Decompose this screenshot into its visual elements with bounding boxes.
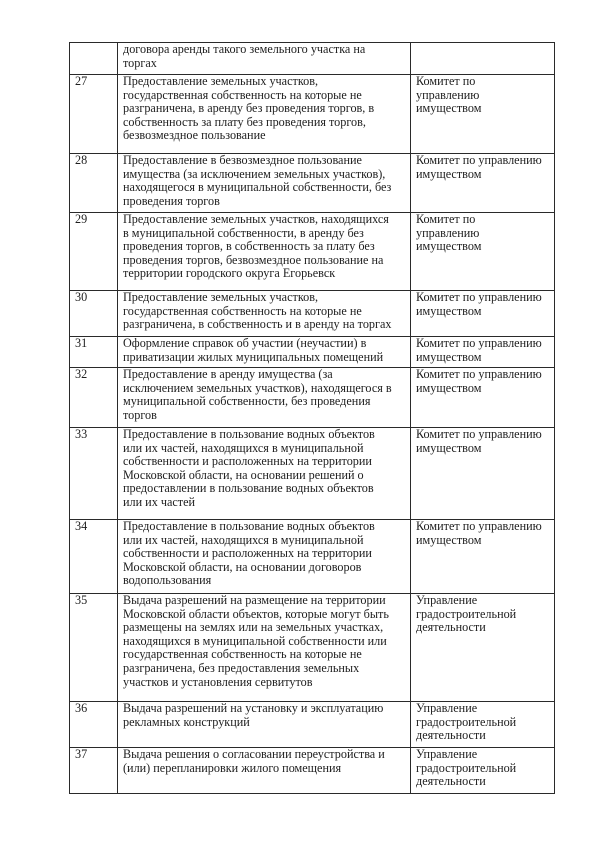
row-number: 36 bbox=[70, 702, 118, 748]
table-row bbox=[70, 337, 555, 368]
service-name: Предоставление земельных участков, находящихся в муниципальной собственности, в аренду без проведения торгов, в собственность за плату без проведения торгов, безвозмездное пользование на территории городского округа Егорьевск bbox=[118, 213, 411, 291]
services-table bbox=[69, 42, 555, 794]
row-number: 35 bbox=[70, 594, 118, 702]
responsible-department: Комитет по управлению имуществом bbox=[411, 520, 555, 594]
responsible-department: Комитет по управлению имуществом bbox=[411, 154, 555, 213]
responsible-department: Комитет по управлению имуществом bbox=[411, 428, 555, 520]
row-number bbox=[70, 43, 118, 75]
responsible-department: Управление градостроительной деятельности bbox=[411, 594, 555, 702]
row-number: 31 bbox=[70, 337, 118, 368]
row-number: 28 bbox=[70, 154, 118, 213]
responsible-department: Комитет по управлению имуществом bbox=[411, 368, 555, 428]
table-row bbox=[70, 428, 555, 520]
service-name: Выдача разрешений на установку и эксплуатацию рекламных конструкций bbox=[118, 702, 411, 748]
service-name: Предоставление земельных участков, государственная собственность на которые не разграничена, в собственность и в аренду на торгах bbox=[118, 291, 411, 337]
row-number: 37 bbox=[70, 748, 118, 794]
table-row bbox=[70, 368, 555, 428]
service-name: Предоставление земельных участков, государственная собственность на которые не разграничена, в аренду без проведения торгов, в собственность за плату без проведения торгов, безвозмездное пользование bbox=[118, 75, 411, 154]
responsible-department: Управление градостроительной деятельности bbox=[411, 702, 555, 748]
row-number: 32 bbox=[70, 368, 118, 428]
responsible-department: Комитет по управлению имуществом bbox=[411, 337, 555, 368]
service-name: договора аренды такого земельного участка на торгах bbox=[118, 43, 411, 75]
table-row bbox=[70, 520, 555, 594]
table-row bbox=[70, 594, 555, 702]
service-name: Выдача разрешений на размещение на территории Московской области объектов, которые могут быть размещены на землях или на земельных участках, находящихся в муниципальной собственности или государственная собственность на которые не разграничена, без предоставления земельных участков и установления сервитутов bbox=[118, 594, 411, 702]
table-row bbox=[70, 75, 555, 154]
row-number: 29 bbox=[70, 213, 118, 291]
service-name: Оформление справок об участии (неучастии) в приватизации жилых муниципальных помещений bbox=[118, 337, 411, 368]
service-name: Предоставление в пользование водных объектов или их частей, находящихся в муниципальной собственности и расположенных на территории Московской области, на основании решений о предоставлении в пользование водных объектов или их частей bbox=[118, 428, 411, 520]
table-row bbox=[70, 154, 555, 213]
service-name: Выдача решения о согласовании переустройства и (или) перепланировки жилого помещения bbox=[118, 748, 411, 794]
row-number: 33 bbox=[70, 428, 118, 520]
service-name: Предоставление в пользование водных объектов или их частей, находящихся в муниципальной собственности и расположенных на территории Московской области, на основании договоров водопользования bbox=[118, 520, 411, 594]
table-row bbox=[70, 291, 555, 337]
row-number: 34 bbox=[70, 520, 118, 594]
table-row bbox=[70, 213, 555, 291]
service-name: Предоставление в безвозмездное пользование имущества (за исключением земельных участков), находящегося в муниципальной собственности, без проведения торгов bbox=[118, 154, 411, 213]
responsible-department: Комитет по управлению имуществом bbox=[411, 213, 555, 291]
table-row bbox=[70, 748, 555, 794]
responsible-department: Комитет по управлению имуществом bbox=[411, 291, 555, 337]
responsible-department: Комитет по управлению имуществом bbox=[411, 75, 555, 154]
row-number: 30 bbox=[70, 291, 118, 337]
responsible-department: Управление градостроительной деятельности bbox=[411, 748, 555, 794]
row-number: 27 bbox=[70, 75, 118, 154]
responsible-department bbox=[411, 43, 555, 75]
table-row bbox=[70, 43, 555, 75]
table-row bbox=[70, 702, 555, 748]
service-name: Предоставление в аренду имущества (за исключением земельных участков), находящегося в муниципальной собственности, без проведения торгов bbox=[118, 368, 411, 428]
